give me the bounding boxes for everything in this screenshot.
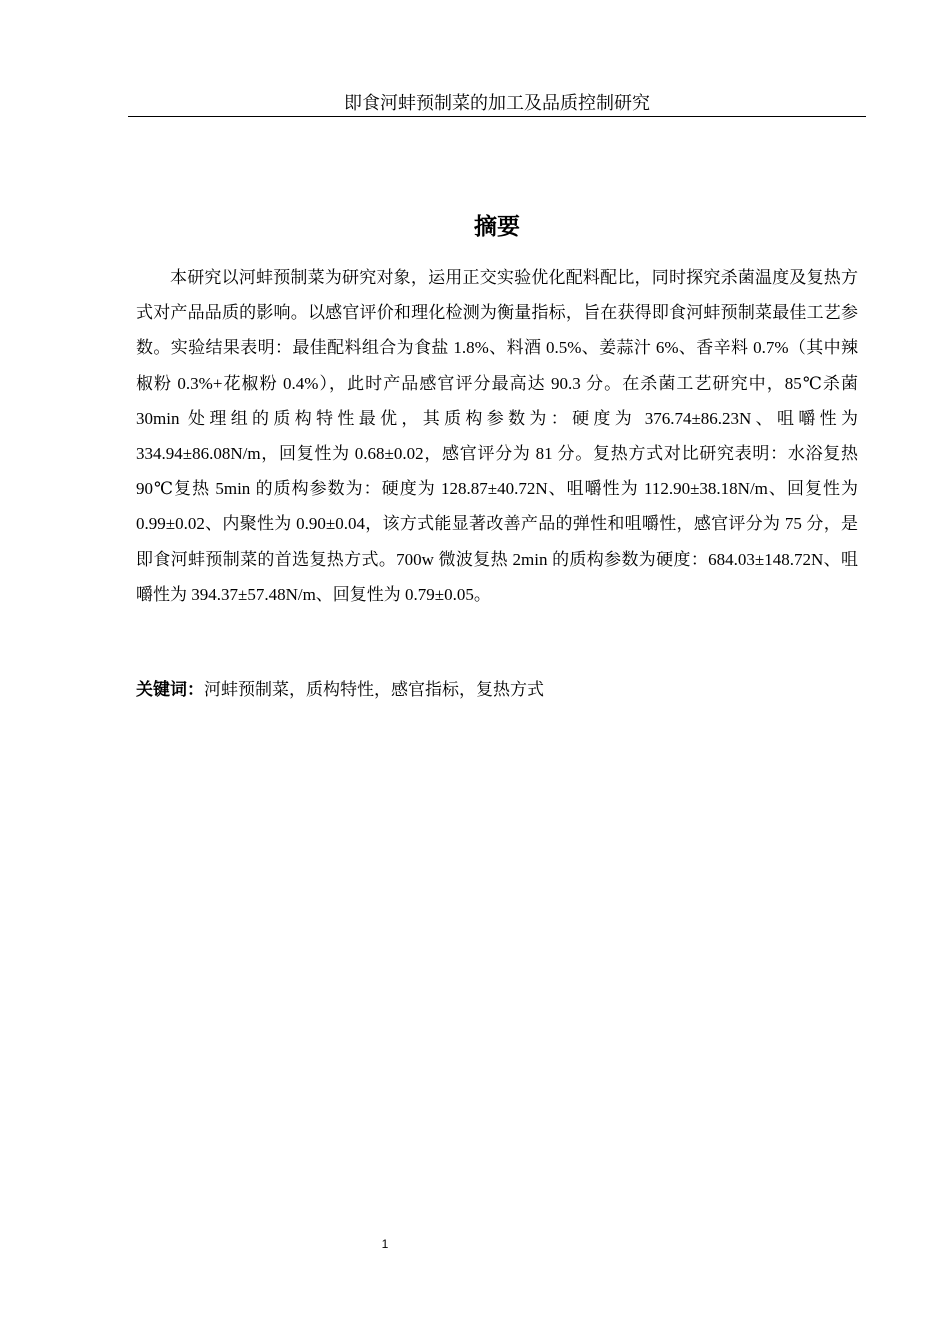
header-divider [128,116,866,117]
abstract-title: 摘要 [474,214,520,240]
keywords-label: 关键词： [136,680,204,700]
abstract-body: 本研究以河蚌预制菜为研究对象，运用正交实验优化配料配比，同时探究杀菌温度及复热方式对产品品质的影响。以感官评价和理化检测为衡量指标，旨在获得即食河蚌预制菜最佳工艺参数。实验结果表明：最佳配料组合为食盐 1.8%、料酒 0.5%、姜蒜汁 6%、香辛料 0.7%（其中辣椒粉 0.3%+花椒粉 0.4%），此时产品感官评分最高达 90.3 分。在杀菌工艺研究中，85℃杀菌 30min 处理组的质构特性最优，其质构参数为：硬度为 376.74±86.23N、咀嚼性为 334.94±86.08N/m，回复性为 0.68±0.02，感官评分为 81 分。复热方式对比研究表明：水浴复热 90℃复热 5min 的质构参数为：硬度为 128.87±40.72N、咀嚼性为 112.90±38.18N/m、回复性为 0.99±0.02、内聚性为 0.90±0.04，该方式能显著改善产品的弹性和咀嚼性，感官评分为 75 分，是即食河蚌预制菜的首选复热方式。700w 微波复热 2min 的质构参数为硬度：684.03±148.72N、咀嚼性为 394.37±57.48N/m、回复性为 0.79±0.05。 [136,268,858,604]
keywords-line [136,672,858,708]
running-header: 即食河蚌预制菜的加工及品质控制研究 [344,93,650,113]
page-number: 1 [381,1237,389,1251]
keywords-text: 河蚌预制菜，质构特性，感官指标，复热方式 [204,680,544,699]
